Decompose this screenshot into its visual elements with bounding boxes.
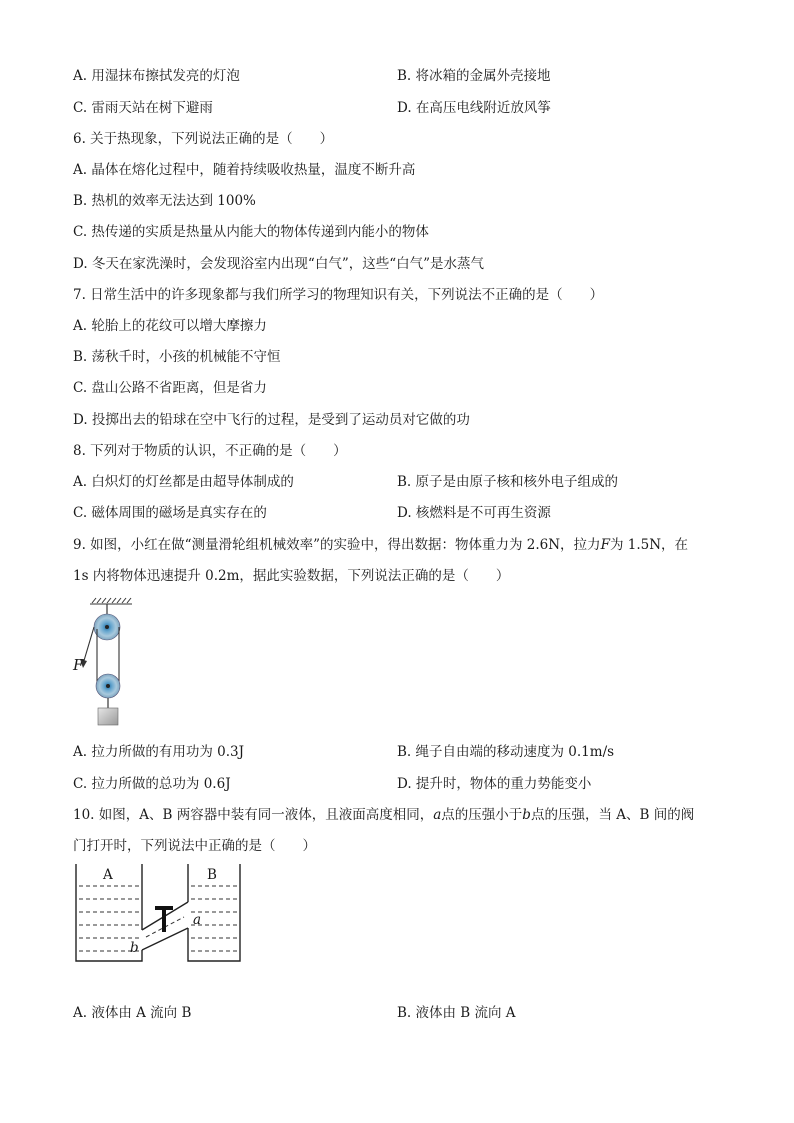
q8-stem: 8. 下列对于物质的认识，不正确的是（ ） [73, 443, 347, 459]
q10-label-point-a: a [193, 912, 202, 928]
q9-stem-line2: 1s 内将物体迅速提升 0.2m，据此实验数据，下列说法正确的是（ ） [73, 568, 510, 584]
q10-stem-line2: 门打开时，下列说法中正确的是（ ） [73, 838, 316, 854]
q10-option-b: B. 液体由 B 流向 A [397, 1005, 516, 1021]
q5-option-a: A. 用湿抹布擦拭发亮的灯泡 [73, 68, 240, 84]
q8-option-b: B. 原子是由原子核和核外电子组成的 [397, 474, 619, 490]
q6-option-c: C. 热传递的实质是热量从内能大的物体传递到内能小的物体 [73, 224, 429, 240]
q6-option-a: A. 晶体在熔化过程中，随着持续吸收热量，温度不断升高 [73, 162, 416, 178]
q8-option-d: D. 核燃料是不可再生资源 [397, 505, 551, 521]
q9-stem-text-a: 9. 如图，小红在做“测量滑轮组机械效率”的实验中，得出数据：物体重力为 2.6N，拉力 [73, 537, 601, 553]
q10-label-point-b: b [130, 940, 139, 956]
q10-label-b: B [207, 867, 217, 883]
q6-option-b: B. 热机的效率无法达到 100% [73, 193, 256, 209]
q7-option-c: C. 盘山公路不省距离，但是省力 [73, 380, 267, 396]
q8-option-c: C. 磁体周围的磁场是真实存在的 [73, 505, 267, 521]
q9-option-d: D. 提升时，物体的重力势能变小 [397, 776, 592, 792]
q9-stem-text-b: 为 1.5N，在 [609, 537, 689, 553]
q6-stem: 6. 关于热现象，下列说法正确的是（ ） [73, 131, 334, 147]
valve-icon [155, 906, 173, 932]
q7-option-d: D. 投掷出去的铅球在空中飞行的过程，是受到了运动员对它做的功 [73, 412, 470, 428]
q10-option-a: A. 液体由 A 流向 B [73, 1005, 192, 1021]
q7-option-b: B. 荡秋千时，小孩的机械能不守恒 [73, 349, 281, 365]
weight-block [98, 708, 118, 725]
q5-option-b: B. 将冰箱的金属外壳接地 [397, 68, 551, 84]
q9-stem-line1 [73, 536, 688, 554]
q9-option-a: A. 拉力所做的有用功为 0.3J [73, 744, 245, 760]
q9-option-b: B. 绳子自由端的移动速度为 0.1m/s [397, 744, 615, 760]
q8-option-a: A. 白炽灯的灯丝都是由超导体制成的 [73, 474, 294, 490]
q10-stem-line1 [73, 806, 694, 824]
connected-containers-figure [72, 862, 244, 964]
q9-figure-label-f: F [73, 656, 84, 674]
q6-option-d: D. 冬天在家洗澡时，会发现浴室内出现“白气”，这些“白气”是水蒸气 [73, 256, 485, 272]
q10-stem-text-b: 点的压强小于 [441, 807, 523, 823]
q10-stem-text-a: 10. 如图，A、B 两容器中装有同一液体，且液面高度相同， [73, 807, 434, 823]
rope-free-end [83, 627, 94, 664]
q10-stem-var-b: b [522, 807, 531, 823]
q7-stem: 7. 日常生活中的许多现象都与我们所学习的物理知识有关，下列说法不正确的是（ ） [73, 287, 604, 303]
q10-stem-var-a: a [433, 807, 442, 823]
q10-stem-text-c: 点的压强，当 A、B 间的阀 [530, 807, 695, 823]
q9-stem-var-f: F [600, 537, 610, 553]
q5-option-d: D. 在高压电线附近放风筝 [397, 100, 551, 116]
ceiling-support [90, 598, 132, 604]
q10-label-a: A [103, 867, 113, 883]
q9-option-c: C. 拉力所做的总功为 0.6J [73, 776, 231, 792]
q7-option-a: A. 轮胎上的花纹可以增大摩擦力 [73, 318, 267, 334]
q5-option-c: C. 雷雨天站在树下避雨 [73, 100, 213, 116]
